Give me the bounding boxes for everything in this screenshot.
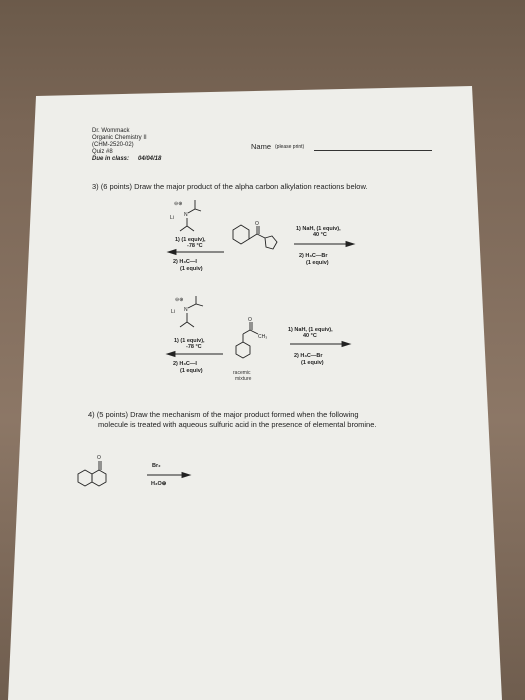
arrow-right-2 (288, 340, 350, 348)
charge-symbols: ⊖⊕ (175, 297, 184, 303)
methyl-label: CH₃ (258, 334, 268, 340)
rxn1-left-step1: 1) (1 equiv), (175, 237, 206, 243)
cyclopentyl-phenyl-ketone (228, 220, 288, 262)
rxn2-left-step1: 1) (1 equiv), (174, 338, 205, 344)
course-code: (CHM-2520-02) (92, 142, 134, 148)
reagent-bromine: Br₂ (152, 463, 161, 469)
lithium-label: Li (170, 215, 174, 221)
carbonyl-oxygen-label: O (248, 317, 252, 323)
rxn1-right-step1: 1) NaH, (1 equiv), (296, 226, 341, 232)
due-date: 04/04/18 (138, 156, 162, 162)
methylcyclohexyl-ketone (228, 316, 278, 366)
name-label: Name (251, 142, 272, 151)
rxn1-right-temp: 40 °C (313, 232, 327, 238)
rxn2-right-step2: 2) H₃C—Br (294, 353, 323, 359)
racemic-label: racemic (233, 370, 251, 376)
rxn1-left-temp: -78 °C (187, 243, 203, 249)
name-line (314, 150, 432, 151)
question4-prompt-line2: molecule is treated with aqueous sulfuric acid in the presence of elemental bromine. (98, 420, 377, 429)
rxn2-right-step1: 1) NaH, (1 equiv), (288, 327, 333, 333)
rxn2-right-equiv: (1 equiv) (301, 360, 324, 366)
carbonyl-oxygen-label: O (255, 221, 259, 227)
lithium-label: Li (171, 309, 175, 315)
name-hint: (please print) (275, 144, 305, 150)
course-name: Organic Chemistry II (92, 135, 147, 141)
reagent-hydronium: H₃O⊕ (151, 481, 167, 487)
arrow-right-1 (292, 240, 354, 248)
rxn2-left-temp: -78 °C (186, 344, 202, 350)
lda-structure-2 (170, 296, 215, 331)
bicyclic-ketone (72, 452, 132, 492)
question4-prompt-line1: 4) (5 points) Draw the mechanism of the major product formed when the following (88, 410, 359, 419)
rxn2-right-temp: 40 °C (303, 333, 317, 339)
mixture-label: mixture (235, 376, 252, 382)
lda-structure-1 (170, 200, 215, 235)
question3-prompt: 3) (6 points) Draw the major product of the alpha carbon alkylation reactions below. (92, 182, 368, 191)
nitrogen-label: N (184, 212, 188, 218)
due-label: Due in class: (92, 156, 130, 162)
charge-symbols: ⊖⊕ (174, 201, 183, 207)
rxn1-left-equiv: (1 equiv) (180, 266, 203, 272)
arrow-q4 (146, 471, 190, 479)
rxn1-right-step2: 2) H₃C—Br (299, 253, 328, 259)
arrow-left-2 (167, 350, 225, 358)
nitrogen-label: N (184, 307, 188, 313)
carbonyl-oxygen-label: O (97, 455, 101, 461)
quiz-number: Quiz #8 (92, 149, 113, 155)
instructor-name: Dr. Wommack (92, 128, 130, 134)
rxn1-right-equiv: (1 equiv) (306, 260, 329, 266)
rxn2-left-equiv: (1 equiv) (180, 368, 203, 374)
rxn1-left-step2: 2) H₃C—I (173, 259, 197, 265)
rxn2-left-step2: 2) H₃C—I (173, 361, 197, 367)
